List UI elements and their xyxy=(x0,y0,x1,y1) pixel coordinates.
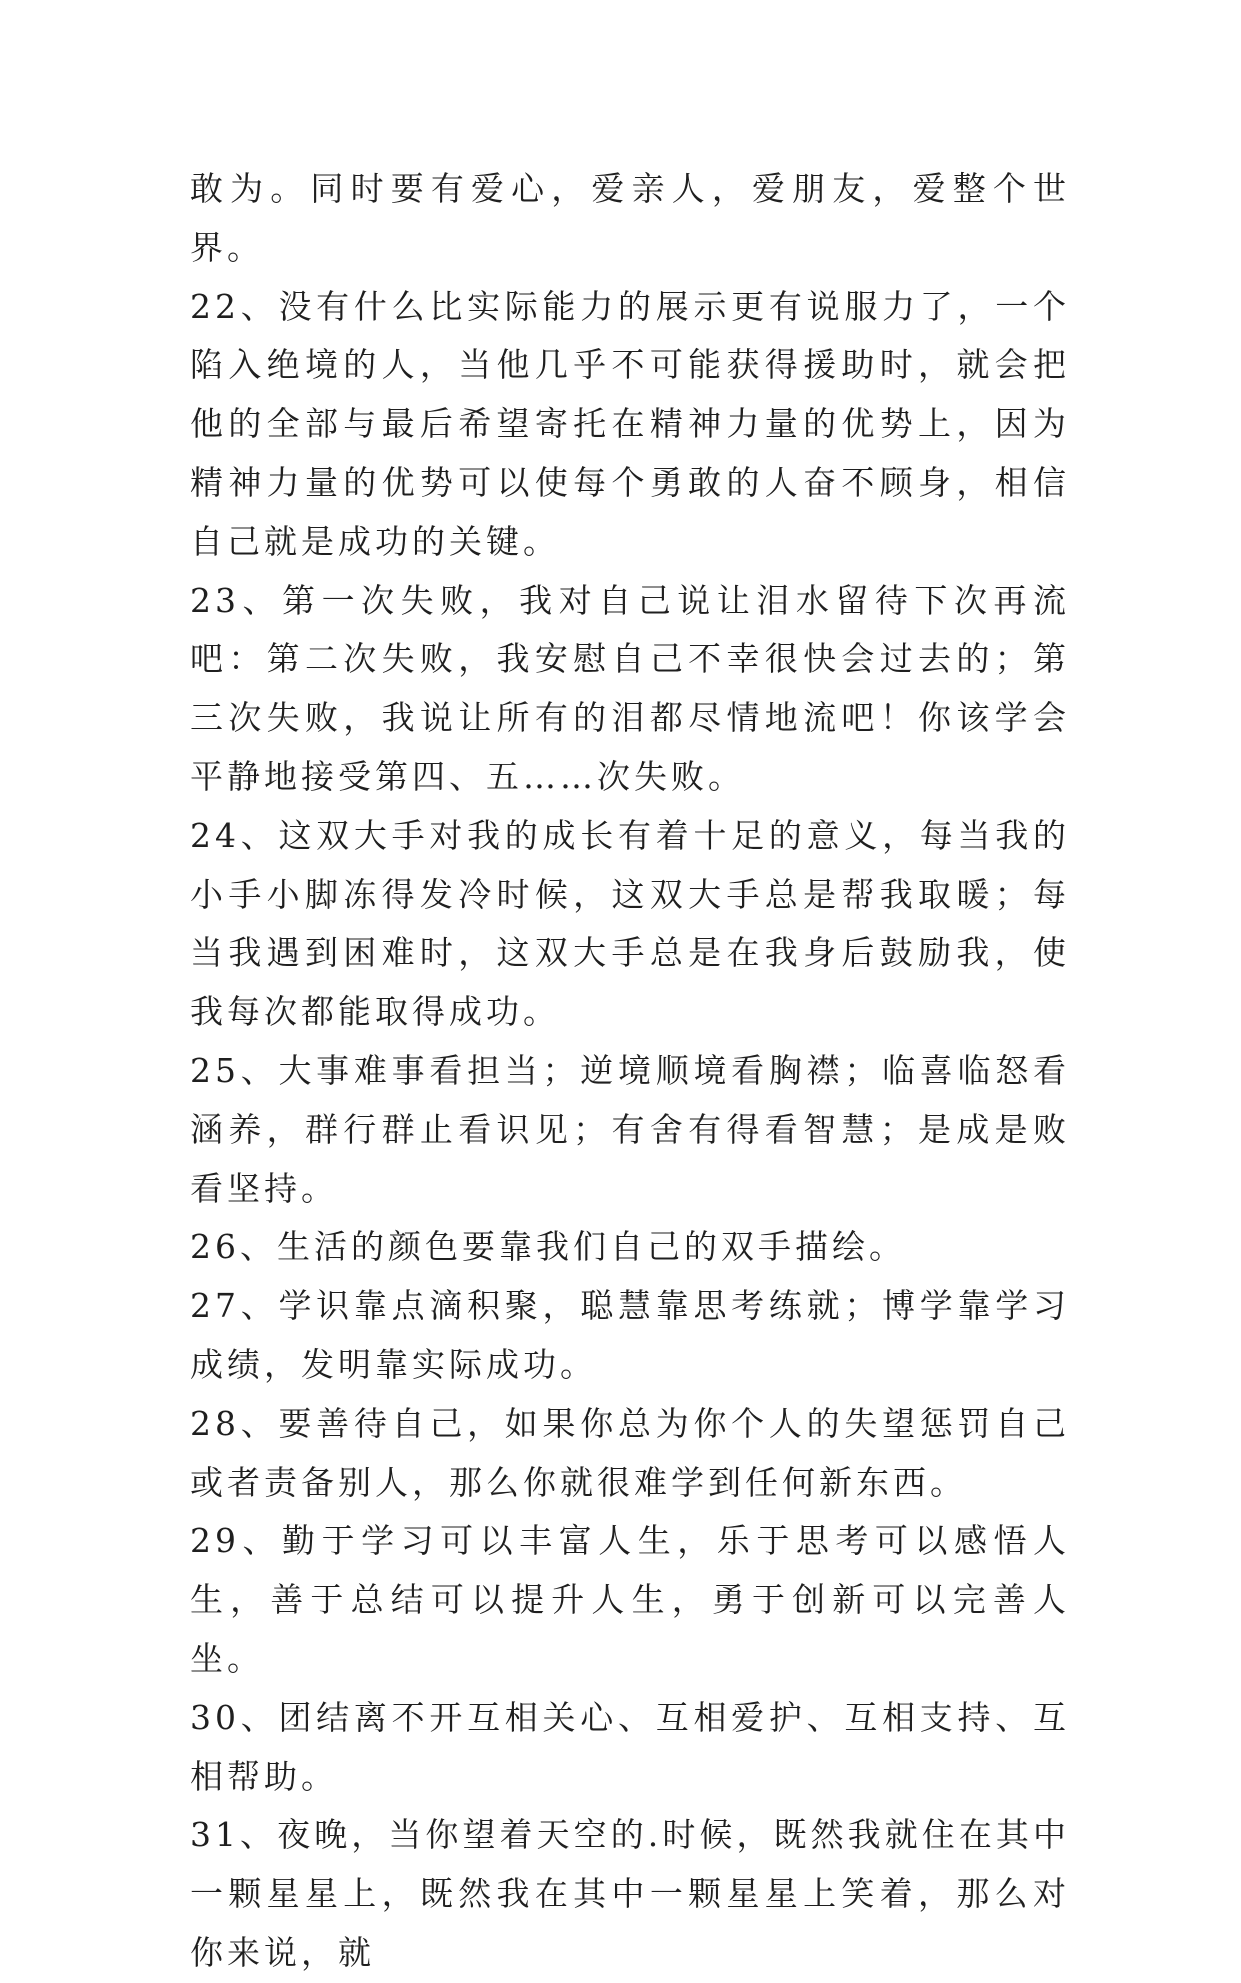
paragraph-27: 27、学识靠点滴积聚，聪慧靠思考练就；博学靠学习成绩，发明靠实际成功。 xyxy=(190,1286,1070,1384)
paragraph-26: 26、生活的颜色要靠我们自己的双手描绘。 xyxy=(190,1227,906,1267)
paragraph-28: 28、要善待自己，如果你总为你个人的失望惩罚自己或者责备别人，那么你就很难学到任何新东西。 xyxy=(190,1403,1070,1502)
paragraph-24: 24、这双大手对我的成长有着十足的意义，每当我的小手小脚冻得发冷时候，这双大手总是帮我取暖；每当我遇到困难时，这双大手总是在我身后鼓励我，使我每次都能取得成功。 xyxy=(190,815,1070,1032)
document-body xyxy=(190,160,1070,1983)
paragraph-30: 30、团结离不开互相关心、互相爱护、互相支持、互相帮助。 xyxy=(190,1697,1070,1796)
paragraph-23: 23、第一次失败，我对自己说让泪水留待下次再流吧：第二次失败，我安慰自己不幸很快会过去的；第三次失败，我说让所有的泪都尽情地流吧！你该学会平静地接受第四、五……次失败。 xyxy=(190,580,1070,796)
paragraph-22: 22、没有什么比实际能力的展示更有说服力了，一个陷入绝境的人，当他几乎不可能获得援助时，就会把他的全部与最后希望寄托在精神力量的优势上，因为精神力量的优势可以使每个勇敢的人奋不顾身，相信自己就是成功的关键。 xyxy=(190,286,1070,561)
paragraph-continuation: 敢为。同时要有爱心，爱亲人，爱朋友，爱整个世界。 xyxy=(190,169,1070,267)
paragraph-25: 25、大事难事看担当；逆境顺境看胸襟；临喜临怒看涵养，群行群止看识见；有舍有得看智慧；是成是败看坚持。 xyxy=(190,1050,1070,1208)
paragraph-29: 29、勤于学习可以丰富人生，乐于思考可以感悟人生，善于总结可以提升人生，勇于创新可以完善人坐。 xyxy=(190,1521,1070,1678)
paragraph-31: 31、夜晚，当你望着天空的.时候，既然我就住在其中一颗星星上，既然我在其中一颗星星上笑着，那么对你来说，就 xyxy=(190,1815,1070,1972)
